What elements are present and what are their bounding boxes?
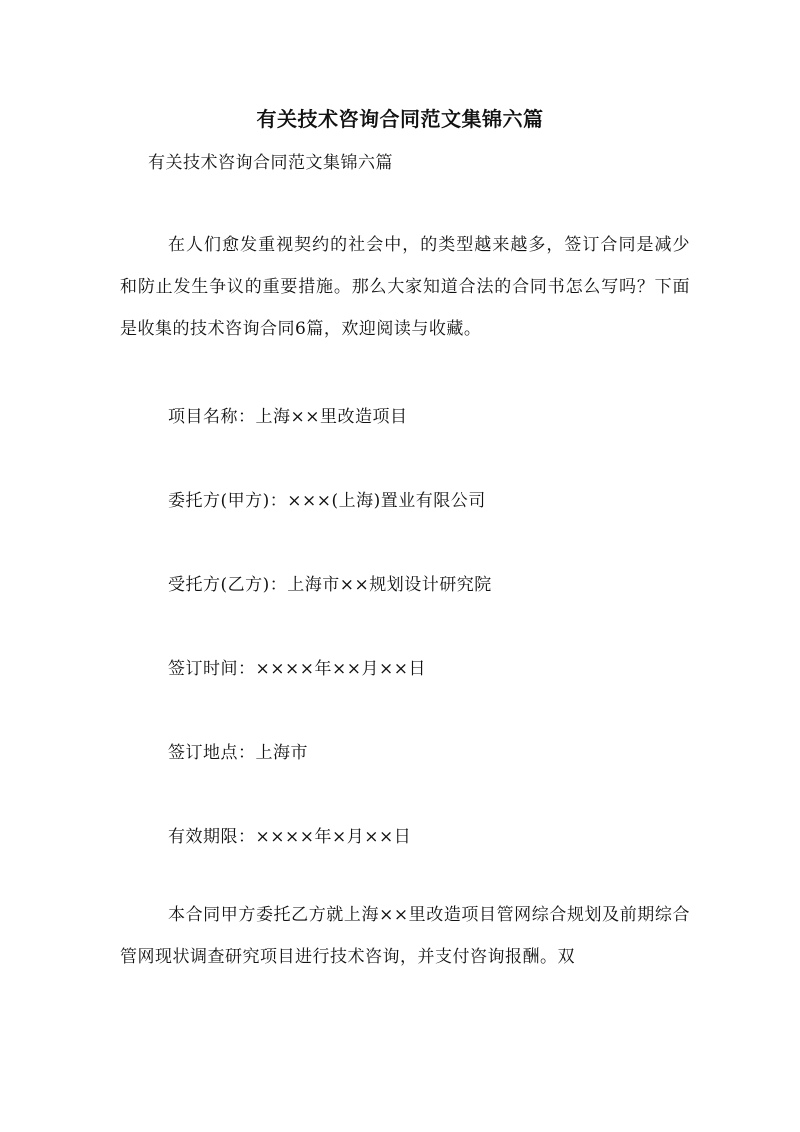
- project-name-line: 项目名称：上海××里改造项目: [168, 407, 408, 427]
- sign-place-line: 签订地点：上海市: [168, 743, 308, 763]
- document-title: 有关技术咨询合同范文集锦六篇: [256, 107, 544, 131]
- document-subtitle: 有关技术咨询合同范文集锦六篇: [148, 153, 393, 173]
- body-paragraph: 本合同甲方委托乙方就上海××里改造项目管网综合规划及前期综合管网现状调查研究项目进行技术咨询，并支付咨询报酬。双: [120, 905, 690, 967]
- contractor-line: 受托方(乙方)：上海市××规划设计研究院: [168, 575, 492, 595]
- validity-line: 有效期限：××××年×月××日: [168, 827, 412, 847]
- intro-paragraph: 在人们愈发重视契约的社会中，的类型越来越多，签订合同是减少和防止发生争议的重要措施。那么大家知道合法的合同书怎么写吗？下面是收集的技术咨询合同6篇，欢迎阅读与收藏。: [120, 235, 690, 339]
- sign-date-line: 签订时间：××××年××月××日: [168, 659, 426, 679]
- client-line: 委托方(甲方)：×××(上海)置业有限公司: [168, 491, 486, 511]
